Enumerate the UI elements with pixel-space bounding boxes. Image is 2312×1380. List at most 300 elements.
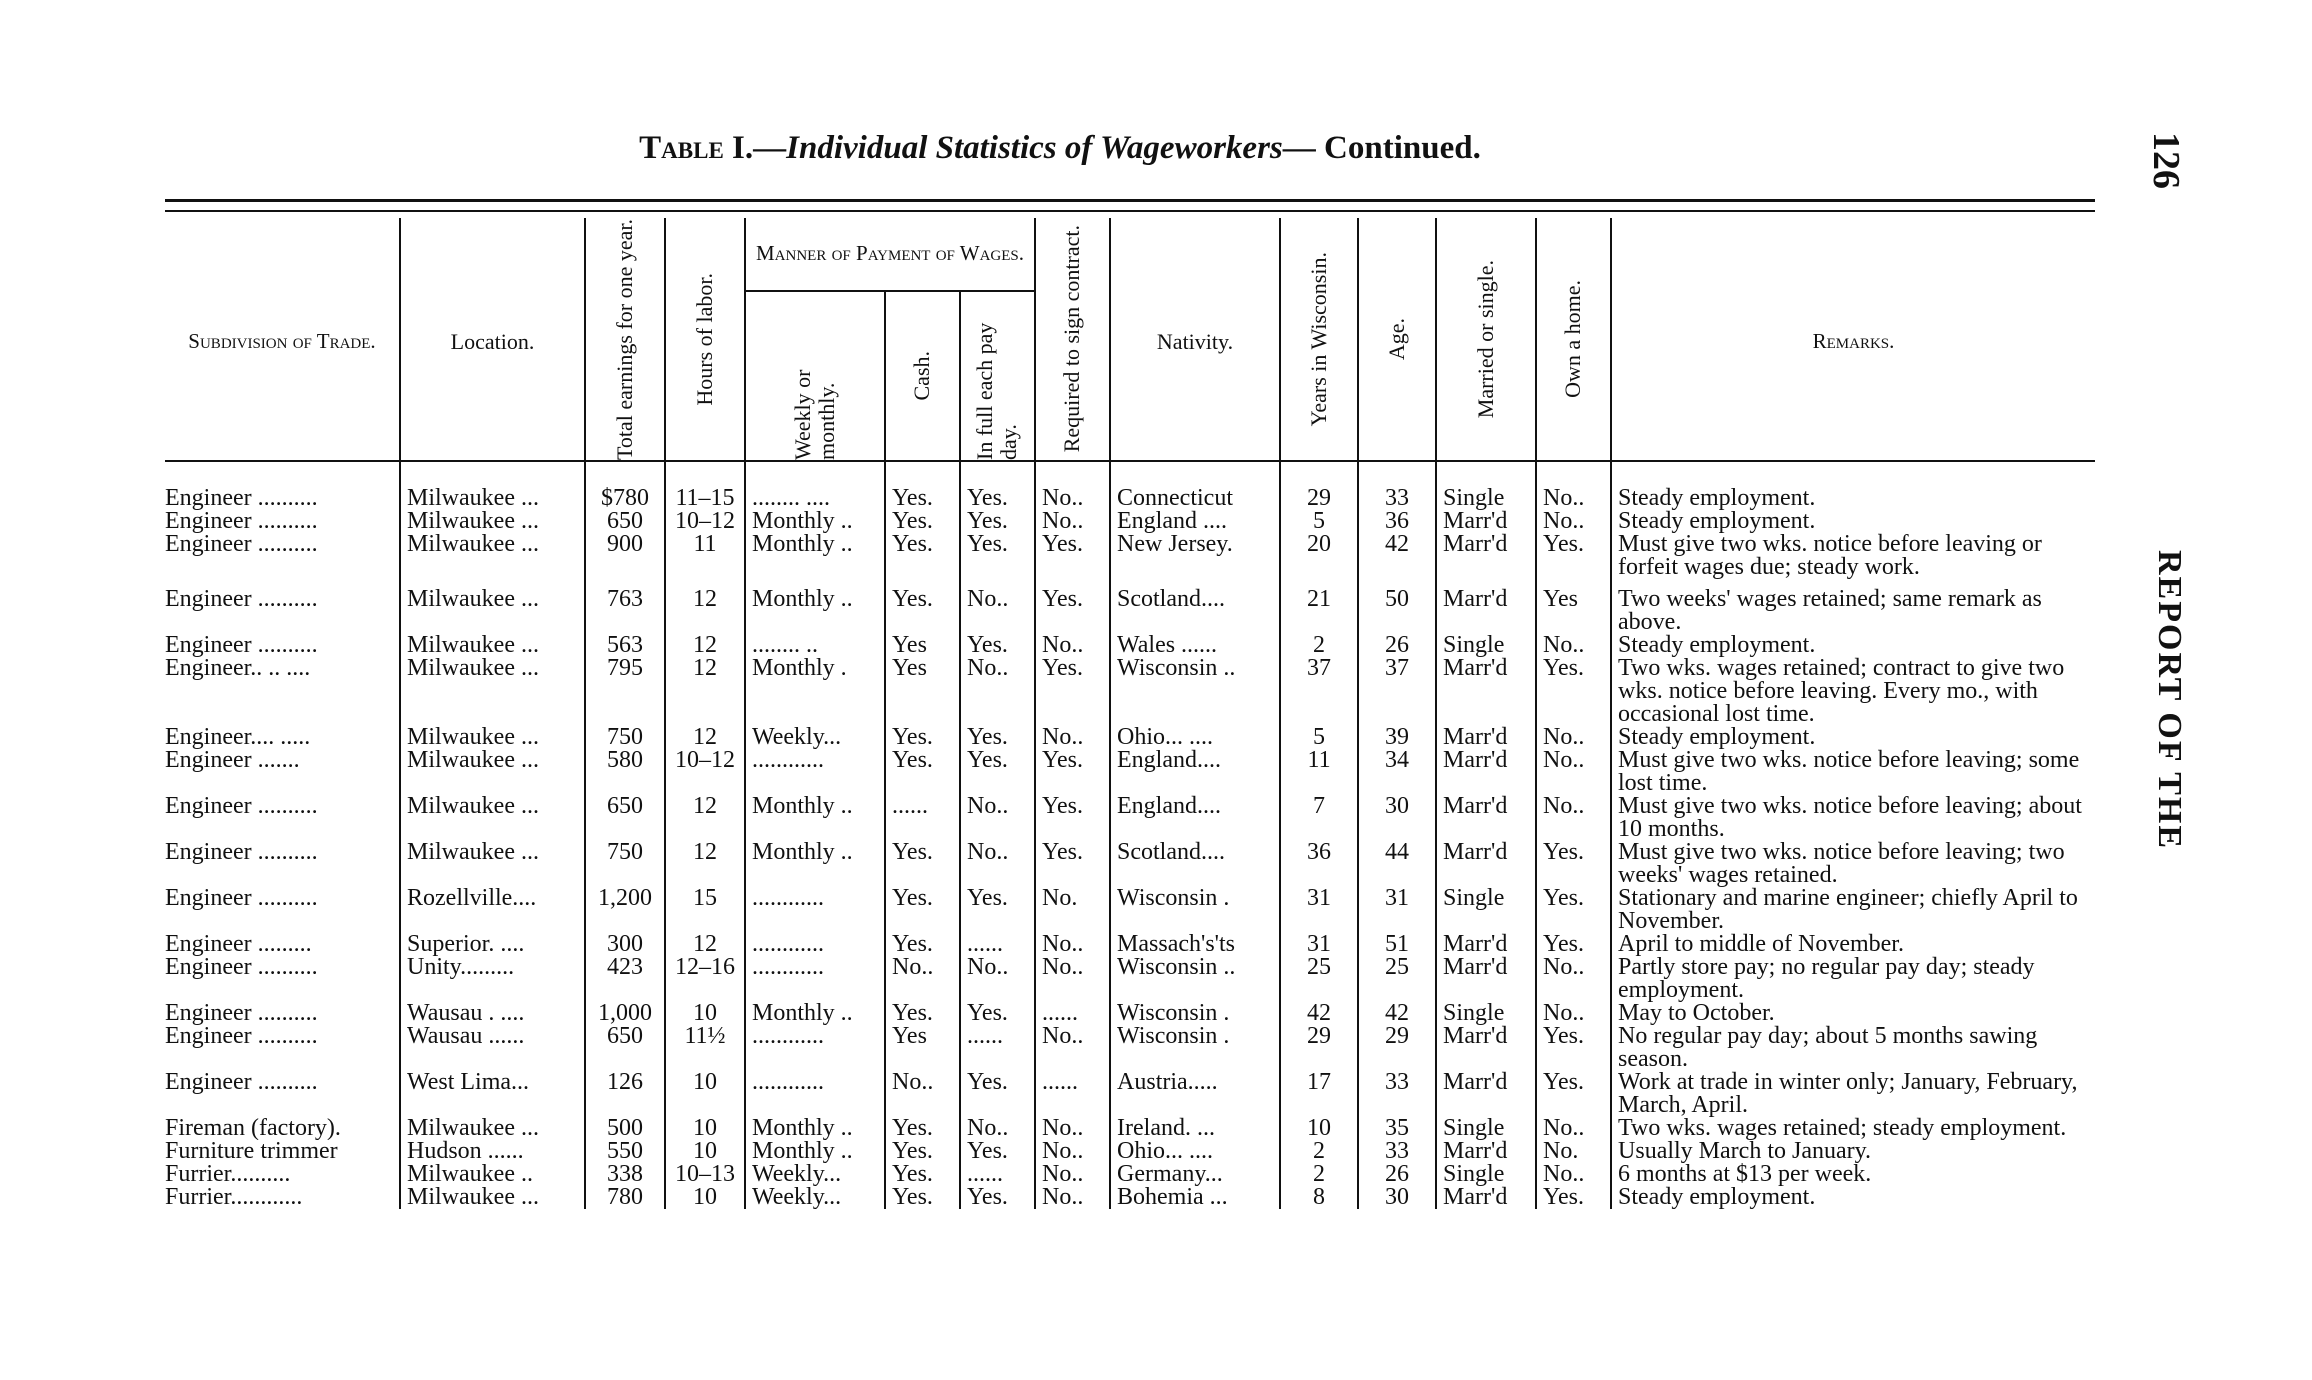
years-cell: 29 (1280, 1025, 1358, 1071)
payment-cell: Monthly .. (745, 510, 885, 533)
payment-cell: ............ (745, 1025, 885, 1071)
home-cell: Yes. (1536, 841, 1611, 887)
nativity-cell: Scotland.... (1110, 841, 1280, 887)
age-cell: 44 (1358, 841, 1436, 887)
married-cell: Marr'd (1436, 795, 1536, 841)
years-cell: 37 (1280, 657, 1358, 726)
years-cell: 2 (1280, 634, 1358, 657)
full-pay-cell: No.. (960, 841, 1035, 887)
hours-cell: 12 (665, 579, 745, 634)
location-cell: Milwaukee ... (400, 1186, 585, 1209)
earnings-cell: 750 (585, 841, 665, 887)
married-cell: Single (1436, 1117, 1536, 1140)
age-cell: 37 (1358, 657, 1436, 726)
years-cell: 2 (1280, 1140, 1358, 1163)
payment-cell: ............ (745, 749, 885, 795)
married-cell: Marr'd (1436, 533, 1536, 579)
earnings-cell: 900 (585, 533, 665, 579)
trade-cell: Engineer .......... (165, 1071, 318, 1096)
table-row (165, 510, 2095, 533)
col-contract (1035, 218, 1110, 465)
table-row (165, 887, 2095, 933)
full-pay-cell: Yes. (960, 487, 1035, 510)
contract-cell: No.. (1035, 1025, 1110, 1071)
trade-cell: Engineer .......... (165, 1002, 318, 1026)
married-cell: Marr'd (1436, 749, 1536, 795)
hours-cell: 15 (665, 887, 745, 933)
years-cell: 31 (1280, 933, 1358, 956)
contract-cell: No.. (1035, 1140, 1110, 1163)
nativity-cell: Wisconsin . (1110, 1002, 1280, 1025)
years-cell: 20 (1280, 533, 1358, 579)
years-cell: 21 (1280, 579, 1358, 634)
years-cell: 7 (1280, 795, 1358, 841)
col-age (1358, 218, 1436, 465)
age-cell: 31 (1358, 887, 1436, 933)
trade-cell: Furrier............ (165, 1186, 303, 1210)
full-pay-cell: Yes. (960, 749, 1035, 795)
nativity-cell: New Jersey. (1110, 533, 1280, 579)
col-remarks: Remarks. (1611, 218, 2095, 465)
nativity-cell: Austria..... (1110, 1071, 1280, 1117)
hours-cell: 12 (665, 634, 745, 657)
remarks-cell: 6 months at $13 per week. (1611, 1163, 2095, 1186)
table-row (165, 749, 2095, 795)
full-pay-cell: Yes. (960, 634, 1035, 657)
trade-cell: Engineer .......... (165, 1025, 318, 1050)
payment-cell: Weekly... (745, 726, 885, 749)
full-pay-cell: ...... (960, 1025, 1035, 1071)
payment-cell: Monthly .. (745, 1117, 885, 1140)
hours-cell: 12 (665, 933, 745, 956)
age-cell: 51 (1358, 933, 1436, 956)
payment-cell: Monthly .. (745, 841, 885, 887)
col-earnings-label: Total earnings for one year. (611, 218, 637, 460)
married-cell: Single (1436, 634, 1536, 657)
hours-cell: 10 (665, 1186, 745, 1209)
payment-cell: ........ .. (745, 634, 885, 657)
home-cell: Yes. (1536, 933, 1611, 956)
home-cell: Yes. (1536, 657, 1611, 726)
home-cell: No.. (1536, 634, 1611, 657)
earnings-cell: 563 (585, 634, 665, 657)
nativity-cell: Massach's'ts (1110, 933, 1280, 956)
title-suffix: — Continued. (1282, 130, 1481, 166)
col-weekly (745, 291, 885, 465)
page-number: 126 (2145, 131, 2187, 189)
table-row (165, 795, 2095, 841)
table-row (165, 1186, 2095, 1209)
contract-cell: No.. (1035, 1163, 1110, 1186)
hours-cell: 12 (665, 795, 745, 841)
trade-cell: Engineer .......... (165, 841, 318, 866)
cash-cell: Yes (885, 657, 960, 726)
earnings-cell: 1,200 (585, 887, 665, 933)
remarks-cell: Partly store pay; no regular pay day; steady employment. (1611, 956, 2095, 1002)
contract-cell: No.. (1035, 487, 1110, 510)
hours-cell: 11½ (665, 1025, 745, 1071)
full-pay-cell: Yes. (960, 1002, 1035, 1025)
col-contract-label: Required to sign contract. (1059, 225, 1085, 453)
contract-cell: ...... (1035, 1071, 1110, 1117)
hours-cell: 10 (665, 1002, 745, 1025)
married-cell: Marr'd (1436, 579, 1536, 634)
location-cell: Milwaukee ... (400, 726, 585, 749)
remarks-cell: Steady employment. (1611, 1186, 2095, 1209)
hours-cell: 10 (665, 1140, 745, 1163)
cash-cell: Yes. (885, 1140, 960, 1163)
nativity-cell: Wisconsin . (1110, 887, 1280, 933)
location-cell: Milwaukee .. (400, 1163, 585, 1186)
payment-cell: ............ (745, 887, 885, 933)
full-pay-cell: No.. (960, 795, 1035, 841)
trade-cell: Engineer.... ..... (165, 726, 311, 750)
table-row (165, 487, 2095, 510)
age-cell: 29 (1358, 1025, 1436, 1071)
contract-cell: No. (1035, 887, 1110, 933)
hours-cell: 10 (665, 1117, 745, 1140)
contract-cell: Yes. (1035, 841, 1110, 887)
years-cell: 42 (1280, 1002, 1358, 1025)
remarks-cell: Must give two wks. notice before leaving; some lost time. (1611, 749, 2095, 795)
col-nativity: Nativity. (1110, 218, 1280, 465)
trade-cell: Engineer ....... (165, 749, 300, 774)
full-pay-cell: No.. (960, 956, 1035, 1002)
married-cell: Marr'd (1436, 1025, 1536, 1071)
hours-cell: 10–13 (665, 1163, 745, 1186)
col-earnings (585, 218, 665, 465)
contract-cell: No.. (1035, 1186, 1110, 1209)
remarks-cell: Must give two wks. notice before leaving; about 10 months. (1611, 795, 2095, 841)
married-cell: Single (1436, 887, 1536, 933)
cash-cell: Yes. (885, 841, 960, 887)
full-pay-cell: ...... (960, 933, 1035, 956)
earnings-cell: 780 (585, 1186, 665, 1209)
table-row (165, 1071, 2095, 1117)
home-cell: No.. (1536, 956, 1611, 1002)
nativity-cell: Wisconsin .. (1110, 956, 1280, 1002)
col-hours (665, 218, 745, 465)
trade-cell: Engineer .......... (165, 533, 318, 558)
hours-cell: 10 (665, 1071, 745, 1117)
age-cell: 26 (1358, 1163, 1436, 1186)
location-cell: Hudson ...... (400, 1140, 585, 1163)
location-cell: Milwaukee ... (400, 657, 585, 726)
remarks-cell: Usually March to January. (1611, 1140, 2095, 1163)
trade-cell: Engineer .......... (165, 634, 318, 658)
home-cell: Yes (1536, 579, 1611, 634)
full-pay-cell: Yes. (960, 1186, 1035, 1209)
nativity-cell: Wisconsin .. (1110, 657, 1280, 726)
trade-cell: Engineer .......... (165, 956, 318, 981)
payment-cell: Weekly... (745, 1186, 885, 1209)
remarks-cell: Must give two wks. notice before leaving; two weeks' wages retained. (1611, 841, 2095, 887)
full-pay-cell: ...... (960, 1163, 1035, 1186)
cash-cell: No.. (885, 956, 960, 1002)
earnings-cell: 750 (585, 726, 665, 749)
title-italic: Individual Statistics of Wageworkers (786, 130, 1283, 166)
col-subdivision: Subdivision of Trade. (188, 329, 376, 354)
hours-cell: 10–12 (665, 510, 745, 533)
married-cell: Single (1436, 1002, 1536, 1025)
earnings-cell: 763 (585, 579, 665, 634)
col-married (1436, 218, 1536, 465)
nativity-cell: Wisconsin . (1110, 1025, 1280, 1071)
age-cell: 42 (1358, 533, 1436, 579)
age-cell: 25 (1358, 956, 1436, 1002)
married-cell: Marr'd (1436, 657, 1536, 726)
cash-cell: Yes. (885, 1163, 960, 1186)
years-cell: 36 (1280, 841, 1358, 887)
col-home (1536, 218, 1611, 465)
remarks-cell: Stationary and marine engineer; chiefly April to November. (1611, 887, 2095, 933)
hours-cell: 12 (665, 841, 745, 887)
contract-cell: ...... (1035, 1002, 1110, 1025)
age-cell: 39 (1358, 726, 1436, 749)
married-cell: Marr'd (1436, 1071, 1536, 1117)
cash-cell: Yes (885, 1025, 960, 1071)
cash-cell: Yes. (885, 726, 960, 749)
col-full-label: In full each pay day. (972, 322, 1022, 460)
nativity-cell: England .... (1110, 510, 1280, 533)
cash-cell: Yes. (885, 1117, 960, 1140)
payment-cell: Monthly . (745, 657, 885, 726)
cash-cell: ...... (885, 795, 960, 841)
location-cell: Wausau . .... (400, 1002, 585, 1025)
age-cell: 33 (1358, 1071, 1436, 1117)
years-cell: 31 (1280, 887, 1358, 933)
earnings-cell: 795 (585, 657, 665, 726)
home-cell: No.. (1536, 726, 1611, 749)
earnings-cell: 650 (585, 795, 665, 841)
home-cell: Yes. (1536, 887, 1611, 933)
age-cell: 36 (1358, 510, 1436, 533)
spacer-row (165, 465, 2095, 487)
nativity-cell: Germany... (1110, 1163, 1280, 1186)
full-pay-cell: Yes. (960, 887, 1035, 933)
married-cell: Single (1436, 1163, 1536, 1186)
home-cell: No.. (1536, 795, 1611, 841)
nativity-cell: Bohemia ... (1110, 1186, 1280, 1209)
earnings-cell: 1,000 (585, 1002, 665, 1025)
married-cell: Single (1436, 487, 1536, 510)
payment-cell: Weekly... (745, 1163, 885, 1186)
nativity-cell: Ohio... .... (1110, 1140, 1280, 1163)
full-pay-cell: Yes. (960, 1071, 1035, 1117)
top-rule-thin (165, 210, 2095, 212)
cash-cell: Yes. (885, 887, 960, 933)
home-cell: Yes. (1536, 1025, 1611, 1071)
payment-cell: Monthly .. (745, 795, 885, 841)
remarks-cell: Steady employment. (1611, 510, 2095, 533)
years-cell: 10 (1280, 1117, 1358, 1140)
remarks-cell: Two wks. wages retained; contract to give two wks. notice before leaving. Every mo., with occasional lost time. (1611, 657, 2095, 726)
col-manner-group: Manner of Payment of Wages. (745, 218, 1035, 291)
table-row (165, 956, 2095, 1002)
earnings-cell: 338 (585, 1163, 665, 1186)
location-cell: Milwaukee ... (400, 510, 585, 533)
age-cell: 50 (1358, 579, 1436, 634)
age-cell: 26 (1358, 634, 1436, 657)
contract-cell: Yes. (1035, 657, 1110, 726)
cash-cell: Yes. (885, 1002, 960, 1025)
location-cell: Milwaukee ... (400, 795, 585, 841)
location-cell: Wausau ...... (400, 1025, 585, 1071)
remarks-cell: Steady employment. (1611, 634, 2095, 657)
payment-cell: Monthly .. (745, 533, 885, 579)
trade-cell: Engineer ......... (165, 933, 312, 957)
nativity-cell: Scotland.... (1110, 579, 1280, 634)
table-row (165, 726, 2095, 749)
age-cell: 34 (1358, 749, 1436, 795)
earnings-cell: 423 (585, 956, 665, 1002)
col-weekly-label: Weekly or monthly. (789, 369, 839, 460)
home-cell: No.. (1536, 1002, 1611, 1025)
contract-cell: Yes. (1035, 533, 1110, 579)
trade-cell: Fireman (factory). (165, 1117, 341, 1141)
remarks-cell: Two weeks' wages retained; same remark as above. (1611, 579, 2095, 634)
nativity-cell: Connecticut (1110, 487, 1280, 510)
contract-cell: No.. (1035, 956, 1110, 1002)
table-row (165, 634, 2095, 657)
age-cell: 42 (1358, 1002, 1436, 1025)
earnings-cell: 500 (585, 1117, 665, 1140)
years-cell: 2 (1280, 1163, 1358, 1186)
contract-cell: Yes. (1035, 749, 1110, 795)
col-location: Location. (400, 218, 585, 465)
remarks-cell: Steady employment. (1611, 487, 2095, 510)
table-row (165, 1117, 2095, 1140)
location-cell: Milwaukee ... (400, 487, 585, 510)
full-pay-cell: No.. (960, 657, 1035, 726)
earnings-cell: 650 (585, 510, 665, 533)
hours-cell: 12–16 (665, 956, 745, 1002)
location-cell: Milwaukee ... (400, 579, 585, 634)
years-cell: 5 (1280, 510, 1358, 533)
location-cell: Milwaukee ... (400, 634, 585, 657)
age-cell: 30 (1358, 795, 1436, 841)
table-row (165, 1025, 2095, 1071)
married-cell: Marr'd (1436, 933, 1536, 956)
earnings-cell: $780 (585, 487, 665, 510)
trade-cell: Furniture trimmer (165, 1140, 338, 1164)
trade-cell: Engineer .......... (165, 887, 318, 912)
married-cell: Marr'd (1436, 841, 1536, 887)
full-pay-cell: Yes. (960, 533, 1035, 579)
earnings-cell: 126 (585, 1071, 665, 1117)
hours-cell: 11–15 (665, 487, 745, 510)
earnings-cell: 550 (585, 1140, 665, 1163)
col-years (1280, 218, 1358, 465)
nativity-cell: England.... (1110, 795, 1280, 841)
payment-cell: ............ (745, 1071, 885, 1117)
location-cell: Milwaukee ... (400, 841, 585, 887)
cash-cell: Yes. (885, 579, 960, 634)
age-cell: 33 (1358, 487, 1436, 510)
age-cell: 35 (1358, 1117, 1436, 1140)
home-cell: Yes. (1536, 1071, 1611, 1117)
married-cell: Marr'd (1436, 1186, 1536, 1209)
home-cell: No.. (1536, 510, 1611, 533)
full-pay-cell: Yes. (960, 1140, 1035, 1163)
cash-cell: No.. (885, 1071, 960, 1117)
running-head: REPORT OF THE (2151, 550, 2188, 851)
location-cell: Milwaukee ... (400, 533, 585, 579)
hours-cell: 12 (665, 657, 745, 726)
cash-cell: Yes. (885, 933, 960, 956)
remarks-cell: Steady employment. (1611, 726, 2095, 749)
payment-cell: ............ (745, 956, 885, 1002)
payment-cell: ........ .... (745, 487, 885, 510)
col-cash (885, 291, 960, 465)
payment-cell: Monthly .. (745, 1140, 885, 1163)
hours-cell: 12 (665, 726, 745, 749)
trade-cell: Engineer.. .. .... (165, 657, 311, 682)
cash-cell: Yes. (885, 1186, 960, 1209)
remarks-cell: Work at trade in winter only; January, February, March, April. (1611, 1071, 2095, 1117)
years-cell: 5 (1280, 726, 1358, 749)
top-rule (165, 199, 2095, 202)
col-home-label: Own a home. (1560, 280, 1586, 398)
table-row (165, 1002, 2095, 1025)
years-cell: 17 (1280, 1071, 1358, 1117)
col-cash-label: Cash. (909, 351, 935, 401)
married-cell: Marr'd (1436, 510, 1536, 533)
trade-cell: Engineer .......... (165, 487, 318, 511)
nativity-cell: Wales ...... (1110, 634, 1280, 657)
trade-cell: Furrier.......... (165, 1163, 291, 1187)
table-row (165, 933, 2095, 956)
remarks-cell: Two wks. wages retained; steady employment. (1611, 1117, 2095, 1140)
remarks-cell: Must give two wks. notice before leaving or forfeit wages due; steady work. (1611, 533, 2095, 579)
col-years-label: Years in Wisconsin. (1305, 251, 1331, 427)
contract-cell: Yes. (1035, 795, 1110, 841)
cash-cell: Yes. (885, 510, 960, 533)
years-cell: 8 (1280, 1186, 1358, 1209)
full-pay-cell: No.. (960, 1117, 1035, 1140)
col-full (960, 291, 1035, 465)
remarks-cell: April to middle of November. (1611, 933, 2095, 956)
hours-cell: 11 (665, 533, 745, 579)
age-cell: 33 (1358, 1140, 1436, 1163)
remarks-cell: No regular pay day; about 5 months sawing season. (1611, 1025, 2095, 1071)
trade-cell: Engineer .......... (165, 586, 318, 613)
table-row (165, 1140, 2095, 1163)
earnings-cell: 650 (585, 1025, 665, 1071)
table-row (165, 657, 2095, 726)
table-body (165, 465, 2095, 1209)
contract-cell: No.. (1035, 1117, 1110, 1140)
home-cell: Yes. (1536, 533, 1611, 579)
full-pay-cell: Yes. (960, 726, 1035, 749)
location-cell: Milwaukee ... (400, 1117, 585, 1140)
payment-cell: Monthly .. (745, 1002, 885, 1025)
years-cell: 25 (1280, 956, 1358, 1002)
years-cell: 29 (1280, 487, 1358, 510)
col-age-label: Age. (1383, 317, 1409, 361)
home-cell: Yes. (1536, 1186, 1611, 1209)
location-cell: Rozellville.... (400, 887, 585, 933)
earnings-cell: 300 (585, 933, 665, 956)
title-prefix: Table I.— (639, 130, 787, 166)
nativity-cell: Ireland. ... (1110, 1117, 1280, 1140)
home-cell: No. (1536, 1140, 1611, 1163)
table-row (165, 841, 2095, 887)
contract-cell: No.. (1035, 510, 1110, 533)
cash-cell: Yes. (885, 749, 960, 795)
contract-cell: Yes. (1035, 579, 1110, 634)
location-cell: Superior. .... (400, 933, 585, 956)
